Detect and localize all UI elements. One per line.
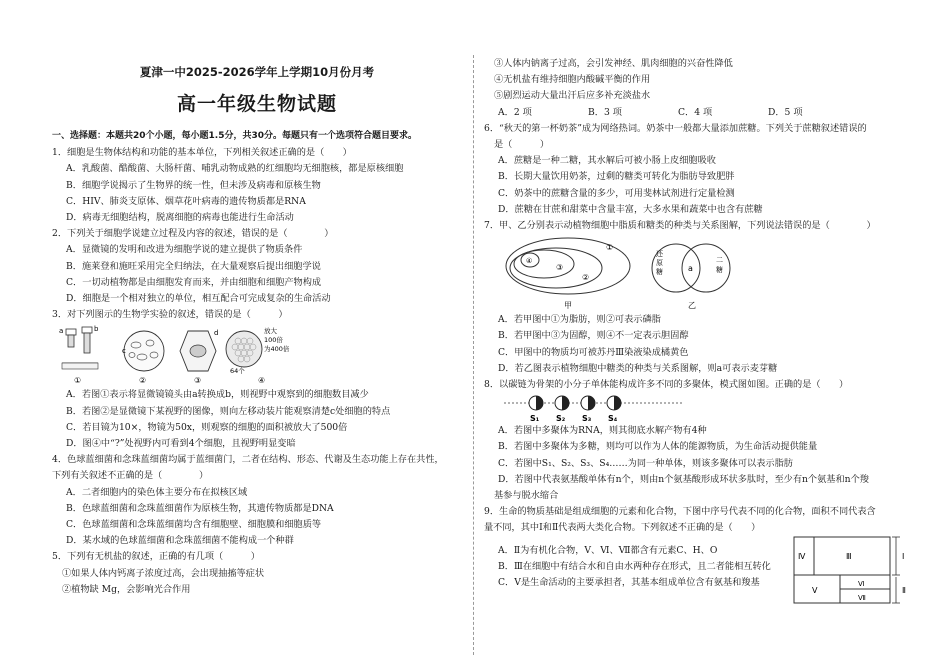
q8-stem: 8．以碳链为骨架的小分子单体能构成许多不同的多聚体，模式图如图。正确的是（ ） (484, 379, 849, 391)
q2-stem: 2．下列关于细胞学说建立过程及内容的叙述，错误的是（ ） (52, 228, 334, 240)
q1-stem: 1．细胞是生物体结构和功能的基本单位，下列相关叙述正确的是（ ） (52, 147, 352, 159)
q6-stem-line1: 6．“秋天的第一杯奶茶”成为网络热词。奶茶中一般都大量添加蔗糖。下列关于蔗糖叙述错误的 (484, 122, 867, 134)
fig-label-1: ① (74, 376, 82, 386)
q9-option-a: A．Ⅱ为有机化合物，Ⅴ、Ⅵ、Ⅶ都含有元素C、H、O (498, 544, 718, 556)
plant-cell-diagram (180, 329, 218, 385)
box-label-v: Ⅴ (812, 585, 818, 595)
q3-option-a: A．若图①表示将显微镜镜头由a转换成b，则视野中观察到的细胞数目减少 (66, 389, 369, 401)
fig-note-3: 64个 (230, 367, 245, 376)
q4-option-b: B．色球蓝细菌和念珠蓝细菌作为原核生物，其遗传物质都是DNA (66, 502, 334, 514)
q7-stem: 7．甲、乙分别表示动植物细胞中脂质和糖类的种类与关系图解，下列说法错误的是（ ） (484, 220, 876, 232)
q9-stem-line1: 9．生命的物质基础是组成细胞的元素和化合物，下图中序号代表不同的化合物，面积不同代表含 (484, 506, 876, 518)
polymer-chain-diagram (484, 393, 724, 423)
diagram-yi (652, 244, 730, 310)
fig-note-2: 100倍 (264, 336, 283, 345)
q3-option-c: C．若目镜为10×，物镜为50x，则观察的细胞的面积被放大了500倍 (66, 421, 348, 433)
q5-statement-5: ⑤剧烈运动大量出汗后应多补充淡盐水 (494, 90, 651, 102)
yi-left-label: 还原糖 (656, 250, 663, 277)
monomer-label-s2: S₂ (556, 414, 566, 424)
q9-option-c: C．Ⅴ是生命活动的主要承担者，其基本组成单位含有氨基和羧基 (498, 577, 760, 589)
q6-option-d: D．蔗糖在甘蔗和甜菜中含量丰富，大多水果和蔬菜中也含有蔗糖 (498, 203, 763, 215)
question-5 (52, 549, 462, 598)
q4-option-a: A．二者细胞内的染色体主要分布在拟核区域 (66, 486, 248, 498)
monomer-s3 (581, 396, 595, 423)
objective-lens-diagram (59, 325, 99, 385)
question-8 (484, 377, 916, 504)
fig-letter-a: a (59, 327, 64, 336)
q5-option-d: D．5 项 (768, 106, 803, 118)
q3-option-b: B．若图②是显微镜下某视野的图像，则向左移动装片能观察清楚c处细胞的特点 (66, 405, 391, 417)
q9-stem-line2: 量不同，其中Ⅰ和Ⅱ代表两大类化合物。下列叙述不正确的是（ ） (484, 522, 761, 534)
monomer-s4 (607, 396, 621, 423)
q7-option-a: A．若甲图中①为脂肪，则②可表示磷脂 (498, 314, 661, 326)
question-7 (484, 218, 916, 377)
q7-option-c: C．甲图中的物质均可被苏丹Ⅲ染液染成橘黄色 (498, 346, 689, 358)
q7-option-b: B．若甲图中③为固醇，则④不一定表示胆固醇 (498, 330, 689, 342)
fig-letter-b: b (94, 325, 99, 334)
q1-option-a: A．乳酸菌、酷酸菌、大肠杆菌、哺乳动物成熟的红细胞均无细胞核，都是原核细胞 (66, 163, 404, 175)
jia-num-4: ④ (526, 257, 533, 266)
box-label-vii: Ⅶ (858, 593, 866, 602)
column-divider (473, 55, 474, 655)
question-1 (52, 145, 462, 226)
q3-option-d: D．图④中“?”处视野内可看到4个细胞，且视野明显变暗 (66, 438, 296, 450)
q5-option-b: B．3 项 (588, 106, 622, 118)
question-9 (484, 504, 916, 602)
q5-statement-1: ①如果人体内钙离子浓度过高，会出现抽搐等症状 (62, 567, 265, 579)
q3-figure (52, 323, 462, 387)
fig-letter-d: d (214, 329, 219, 338)
question-3 (52, 307, 462, 452)
fig-note-1: 放大 (264, 327, 277, 336)
cell-grid-diagram (226, 326, 290, 385)
diagram-jia (506, 238, 630, 310)
q4-stem-line2: 下列有关叙述不正确的是（ ） (52, 470, 209, 482)
fig-note-4: 为400倍 (264, 345, 290, 354)
q5-stem: 5．下列有无机盐的叙述，正确的有几项（ ） (52, 551, 260, 563)
jia-label: 甲 (564, 301, 572, 311)
q4-stem-line1: 4．色球蓝细菌和念珠蓝细菌均属于蓝细菌门，二者在结构、形态、代谢及生态功能上存在共性， (52, 454, 444, 466)
q5-option-c: C．4 项 (678, 106, 713, 118)
monomer-label-s1: S₁ (530, 414, 540, 424)
q6-option-a: A．蔗糖是一种二糖，其水解后可被小肠上皮细胞吸收 (498, 155, 716, 167)
box-label-vi: Ⅵ (858, 579, 865, 588)
q9-body (484, 537, 916, 602)
jia-num-3: ③ (556, 263, 564, 273)
exam-title: 夏津一中2025-2026学年上学期10月份月考 (139, 65, 375, 79)
fig-label-4: ④ (258, 376, 266, 386)
box-label-iii: Ⅲ (846, 551, 852, 561)
lipid-sugar-diagram (484, 234, 784, 312)
q8-option-a: A．若图中多聚体为RNA，则其彻底水解产物有4种 (498, 425, 707, 437)
q9-options (484, 543, 784, 592)
q2-option-a: A．显微镜的发明和改进为细胞学说的建立提供了物质条件 (66, 244, 303, 256)
compound-area-diagram (792, 535, 914, 609)
box-label-iv: Ⅳ (798, 551, 806, 561)
q1-option-d: D．病毒无细胞结构，脱离细胞的病毒也能进行生命活动 (66, 212, 294, 224)
q7-figure (484, 234, 916, 312)
monomer-label-s3: S₃ (582, 414, 592, 424)
q8-option-d-line2: 基参与脱水缩合 (494, 490, 559, 502)
q1-option-b: B．细胞学说揭示了生物界的统一性，但未涉及病毒和原核生物 (66, 179, 321, 191)
field-of-view-diagram (122, 331, 164, 385)
q9-option-b: B．Ⅲ在细胞中有结合水和自由水两种存在形式，且二者能相互转化 (498, 560, 771, 572)
yi-label: 乙 (688, 301, 696, 311)
q5-option-a: A．2 项 (498, 106, 532, 118)
left-column (52, 62, 462, 598)
q6-option-c: C．奶茶中的蔗糖含量的多少，可用斐林试剂进行定量检测 (498, 187, 735, 199)
question-2 (52, 226, 462, 307)
fig-letter-c: c (122, 347, 126, 356)
q8-figure (484, 393, 916, 423)
monomer-s1 (529, 396, 543, 423)
q8-option-c: C．若图中S₁、S₂、S₃、S₄……为同一种单体，则该多聚体可以表示脂肪 (498, 457, 793, 469)
jia-num-2: ② (582, 273, 590, 283)
q3-stem: 3．对下列图示的生物学实验的叙述，错误的是（ ） (52, 309, 288, 321)
monomer-s2 (555, 396, 569, 423)
q1-option-c: C．HIV、肺炎支原体、烟草花叶病毒的遗传物质都是RNA (66, 195, 306, 207)
q5-statement-4: ④无机盐有维持细胞内酸碱平衡的作用 (494, 74, 651, 86)
q2-option-c: C．一切动植物都是由细胞发育而来，并由细胞和细胞产物构成 (66, 276, 322, 288)
q5-statement-3: ③人体内钠离子过高，会引发神经、肌肉细胞的兴奋性降低 (494, 58, 733, 69)
yi-center-label: a (688, 264, 693, 274)
right-column (484, 56, 916, 602)
q2-option-d: D．细胞是一个相对独立的单位，相互配合可完成复杂的生命活动 (66, 293, 331, 305)
q5-statement-2: ②植物缺 Mg，会影响光合作用 (62, 583, 191, 595)
q4-option-c: C．色球蓝细菌和念珠蓝细菌均含有细胞壁、细胞膜和细胞质等 (66, 519, 322, 531)
question-6 (484, 121, 916, 218)
jia-num-1: ① (606, 243, 614, 253)
question-4 (52, 452, 462, 549)
q8-option-b: B．若图中多聚体为多糖，则均可以作为人体的能源物质，为生命活动提供能量 (498, 441, 818, 453)
q5-options (484, 105, 916, 121)
fig-label-2: ② (139, 376, 147, 386)
box-label-i: Ⅰ (902, 551, 905, 561)
fig-label-3: ③ (194, 376, 202, 386)
box-label-ii: Ⅱ (902, 585, 906, 595)
q6-stem-line2: 是（ ） (494, 139, 550, 151)
q6-option-b: B．长期大量饮用奶茶，过剩的糖类可转化为脂肪导致肥胖 (498, 171, 735, 183)
microscope-figure (52, 323, 292, 387)
yi-right-label: 二糖 (716, 256, 723, 275)
section-heading: 一、选择题：本题共20个小题，每小题1.5分，共30分。每题只有一个选项符合题目要求。 (52, 131, 417, 141)
q7-option-d: D．若乙图表示植物细胞中糖类的种类与关系图解，则a可表示麦芽糖 (498, 362, 778, 374)
monomer-label-s4: S₄ (608, 414, 618, 424)
main-title: 高一年级生物试题 (176, 93, 337, 115)
q2-option-b: B．施莱登和施旺采用完全归纳法，在大量观察后提出细胞学说 (66, 260, 321, 272)
q4-option-d: D．某水域的色球蓝细菌和念珠蓝细菌不能构成一个种群 (66, 535, 294, 547)
q8-option-d-line1: D．若图中代表氨基酸单体有n个，则由n个氨基酸形成环状多肽时，至少有n个氨基和n个羧 (498, 473, 869, 485)
